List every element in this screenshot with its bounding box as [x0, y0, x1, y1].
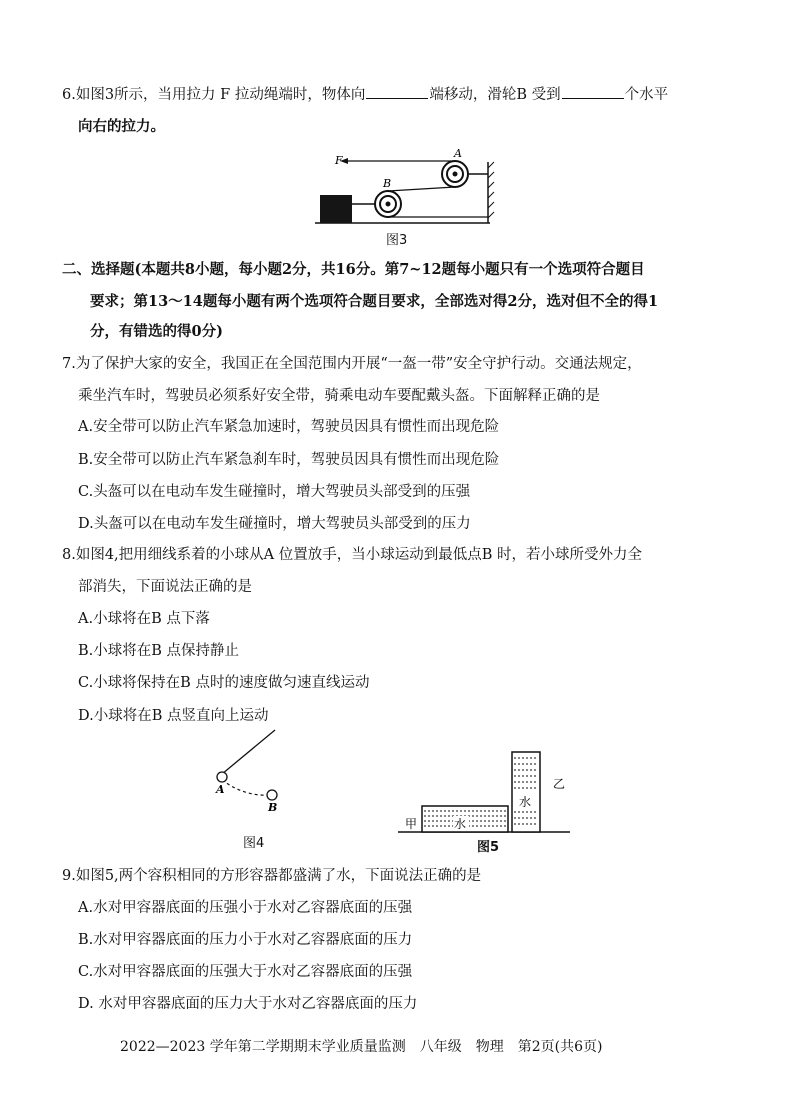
- pendulum-string: [222, 730, 275, 774]
- label-a: A: [216, 783, 225, 796]
- figure-4-caption: 图4: [243, 836, 265, 851]
- figure-5-containers: [398, 748, 573, 836]
- label-jia: 甲: [405, 817, 418, 831]
- q6-blank-2: [562, 84, 624, 99]
- pendulum-path: [222, 780, 271, 795]
- q7-option-a: A.安全带可以防止汽车紧急加速时，驾驶员因具有惯性而出现危险: [78, 419, 500, 435]
- figure-3-caption: 图3: [386, 233, 408, 248]
- block: [320, 195, 352, 223]
- q8-stem-2: 部消失，下面说法正确的是: [78, 579, 252, 595]
- section2-line-2: 要求；第13～14题每小题有两个选项符合题目要求，全部选对得2分，选对但不全的得1: [90, 293, 659, 310]
- label-a: A: [454, 147, 462, 160]
- label-b: B: [383, 177, 392, 190]
- q6-text-a: 6.如图3所示，当用拉力 F 拉动绳端时，物体向: [62, 87, 366, 103]
- page-footer: 2022—2023 学年第二学期期末学业质量监测 八年级 物理 第2页(共6页): [120, 1039, 603, 1055]
- water-label-yi: 水: [519, 795, 532, 809]
- q6-blank-1: [366, 84, 428, 99]
- q9-option-c: C.水对甲容器底面的压强大于水对乙容器底面的压强: [78, 964, 413, 980]
- q7-stem-2: 乘坐汽车时，驾驶员必须系好安全带，骑乘电动车要配戴头盔。下面解释正确的是: [78, 388, 600, 404]
- q8-option-a: A.小球将在B 点下落: [78, 611, 210, 627]
- q7-option-d: D.头盔可以在电动车发生碰撞时，增大驾驶员头部受到的压力: [78, 516, 471, 532]
- q9-option-b: B.水对甲容器底面的压力小于水对乙容器底面的压力: [78, 932, 413, 948]
- q9-option-a: A.水对甲容器底面的压强小于水对乙容器底面的压强: [78, 900, 413, 916]
- water-label-jia: 水: [454, 817, 467, 831]
- ball-a: [217, 772, 227, 782]
- figure-3-pulley-diagram: [310, 140, 500, 230]
- figure-5-caption: 图5: [477, 840, 500, 855]
- q8-option-d: D.小球将在B 点竖直向上运动: [78, 708, 269, 724]
- label-yi: 乙: [553, 777, 566, 791]
- q7-option-b: B.安全带可以防止汽车紧急刹车时，驾驶员因具有惯性而出现危险: [78, 452, 500, 468]
- label-b: B: [268, 801, 278, 814]
- section2-line-1: 二、选择题(本题共8小题，每小题2分，共16分。第7~12题每小题只有一个选项符合题目: [62, 261, 645, 278]
- q6-line-2: 向右的拉力。: [78, 118, 165, 135]
- q7-option-c: C.头盔可以在电动车发生碰撞时，增大驾驶员头部受到的压强: [78, 484, 471, 500]
- section2-line-3: 分，有错选的得0分): [90, 323, 223, 340]
- figure-4-pendulum: [205, 725, 295, 815]
- label-f: F: [335, 154, 343, 167]
- q7-stem-1: 7.为了保护大家的安全，我国正在全国范围内开展“一盔一带”安全守护行动。交通法规定，: [62, 356, 642, 372]
- q9-stem: 9.如图5,两个容积相同的方形容器都盛满了水，下面说法正确的是: [62, 868, 482, 884]
- pulley-a: [442, 161, 468, 187]
- pulley-b: [375, 191, 401, 217]
- q6-line-1: [62, 84, 668, 105]
- q8-option-c: C.小球将保持在B 点时的速度做匀速直线运动: [78, 675, 370, 691]
- q8-option-b: B.小球将在B 点保持静止: [78, 643, 240, 659]
- q9-option-d: D. 水对甲容器底面的压力大于水对乙容器底面的压力: [78, 996, 418, 1012]
- q6-text-c: 个水平: [624, 87, 669, 103]
- q8-stem-1: 8.如图4,把用细线系着的小球从A 位置放手，当小球运动到最低点B 时，若小球所受外力全: [62, 547, 643, 563]
- q6-text-b: 端移动，滑轮B 受到: [429, 87, 561, 103]
- ball-b: [267, 790, 277, 800]
